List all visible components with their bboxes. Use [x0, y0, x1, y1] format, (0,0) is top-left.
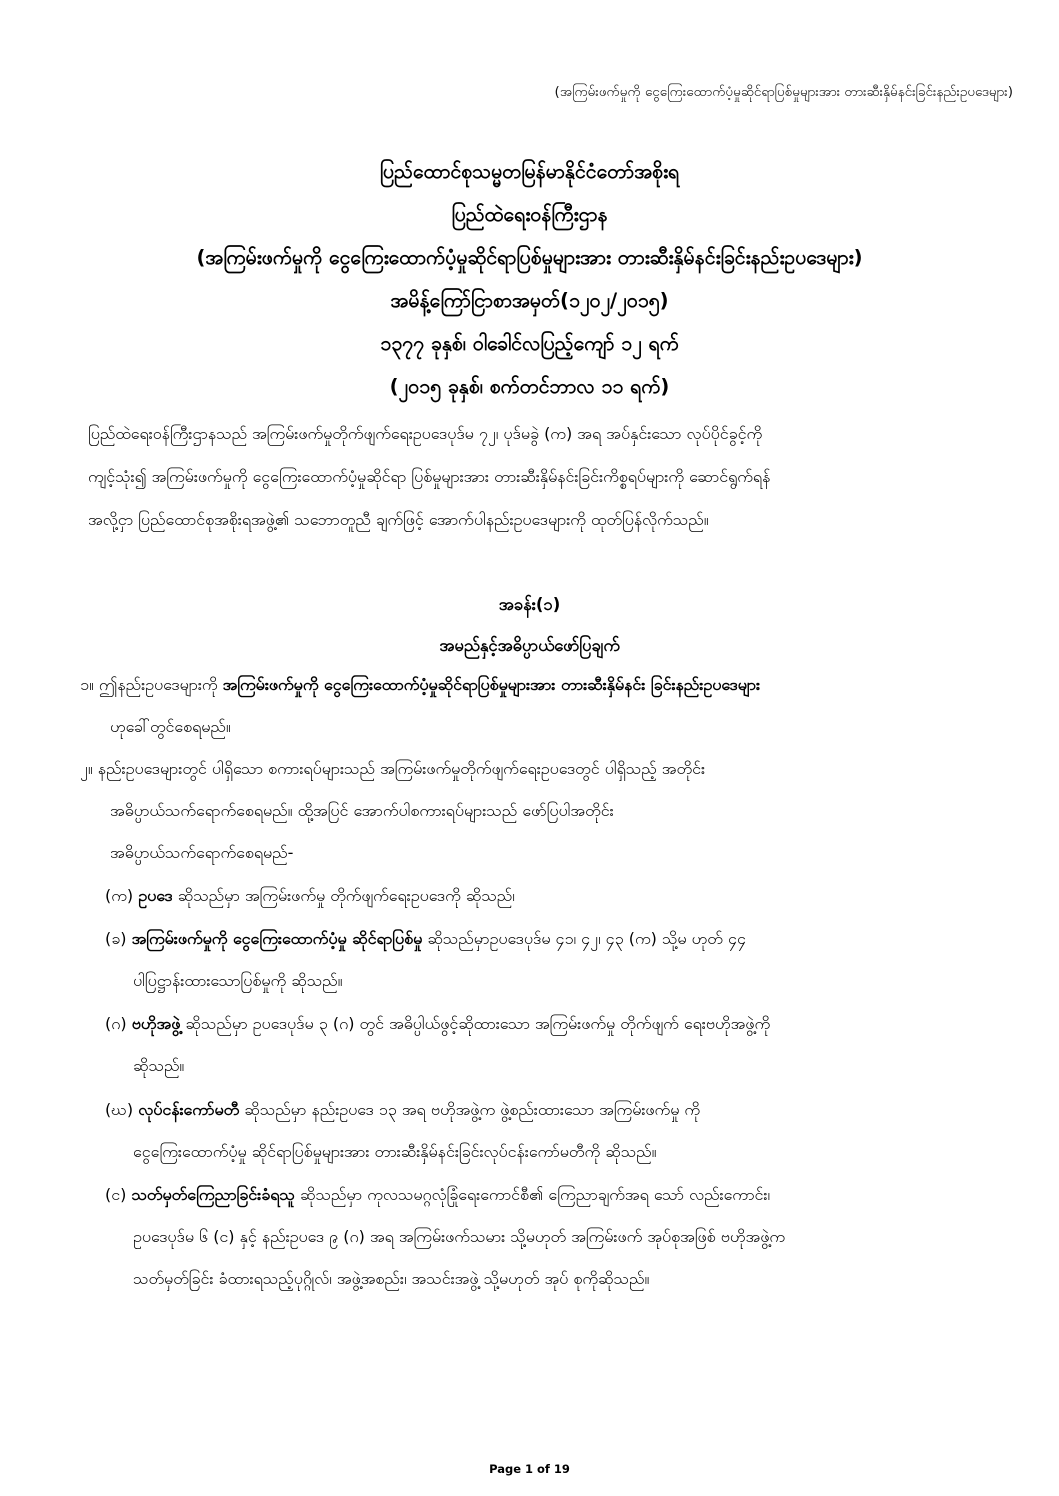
definition-continuation: သတ်မှတ်ခြင်း ခံထားရသည့်ပုဂ္ဂိုလ်၊ အဖွဲ့အစည်း၊ အသင်းအဖွဲ့ သို့မဟုတ် အုပ် စုကိုဆိုသည်။: [133, 1269, 650, 1288]
title-block: [0, 150, 1059, 408]
rule-1-name: အကြမ်းဖက်မှုကို ငွေကြေးထောက်ပံ့မှုဆိုင်ရာပြစ်မှုများအား တားဆီးနှိမ်နင်း ခြင်းနည်းဥပဒေများ: [222, 675, 761, 694]
preamble-line: ကျင့်သုံး၍ အကြမ်းဖက်မှုကို ငွေကြေးထောက်ပံ့မှုဆိုင်ရာ ပြစ်မှုများအား တားဆီးနှိမ်နင်းခြင်းကိစ္စရပ်များကို ဆောင်ရွက်ရန်: [88, 467, 771, 486]
gregorian-date: (၂၀၁၅ ခုနှစ်၊ စက်တင်ဘာလ ၁၁ ရက်): [389, 375, 670, 398]
rule-2: [80, 748, 1030, 874]
rule-1: [80, 664, 1030, 748]
definition-marker: (က): [105, 886, 139, 905]
definition-d: [105, 1089, 1025, 1173]
definition-marker: (ဃ): [105, 1100, 139, 1119]
definition-a-line: [105, 875, 1025, 917]
chapter-heading: [0, 584, 1059, 666]
definition-text: ဆိုသည်မှာ အကြမ်းဖက်မှု တိုက်ဖျက်ရေးဥပဒေကို ဆိုသည်၊: [172, 886, 515, 905]
definition-continuation: ငွေကြေးထောက်ပံ့မှု ဆိုင်ရာပြစ်မှုများအား တားဆီးနှိမ်နင်းခြင်းလုပ်ငန်းကော်မတီကို ဆိုသည်။: [133, 1142, 657, 1161]
rule-1-continuation: ဟုခေါ်တွင်စေရမည်။: [110, 717, 231, 736]
definition-marker: (ဂ): [105, 1014, 132, 1033]
definition-a: [105, 875, 1025, 917]
preamble-line: အလို့ငှာ ပြည်ထောင်စုအစိုးရအဖွဲ့၏ သဘောတူညီ ချက်ဖြင့် အောက်ပါနည်းဥပဒေများကို ထုတ်ပြန်လိုက်သည်။: [88, 510, 709, 529]
defined-term: သတ်မှတ်ကြေညာခြင်းခံရသူ: [131, 1185, 295, 1204]
running-header: (အကြမ်းဖက်မှုကို ငွေကြေးထောက်ပံ့မှုဆိုင်ရာပြစ်မှုများအား တားဆီးနှိမ်နင်းခြင်းနည်းဥပဒေများ): [554, 84, 1013, 100]
government-title: ပြည်ထောင်စုသမ္မတမြန်မာနိုင်ငံတော်အစိုးရ: [379, 160, 680, 183]
chapter-number: အခန်း(၁): [498, 595, 561, 614]
rules-title: (အကြမ်းဖက်မှုကို ငွေကြေးထောက်ပံ့မှုဆိုင်ရာပြစ်မှုများအား တားဆီးနှိမ်နင်းခြင်းနည်းဥပဒေများ): [196, 246, 863, 269]
definition-text: ဆိုသည်မှာ ကုလသမဂ္ဂလုံခြုံရေးကောင်စီ၏ ကြေညာချက်အရ သော် လည်းကောင်း၊: [294, 1185, 771, 1204]
definition-c: [105, 1003, 1025, 1087]
page-number: Page 1 of 19: [489, 1462, 570, 1476]
definition-b: [105, 918, 1025, 1002]
ministry-title: ပြည်ထဲရေးဝန်ကြီးဌာန: [451, 203, 608, 226]
rule-2-line: အဓိပ္ပာယ်သက်ရောက်စေရမည်။ ထို့အပြင် အောက်ပါစကားရပ်များသည် ဖော်ပြပါအတိုင်း: [110, 801, 614, 820]
definition-e-line: [105, 1174, 1025, 1216]
defined-term: ဥပဒေ: [138, 886, 173, 905]
definition-continuation: ပါပြဋ္ဌာန်းထားသောပြစ်မှုကို ဆိုသည်။: [133, 971, 343, 990]
defined-term: လုပ်ငန်းကော်မတီ: [138, 1100, 240, 1119]
definition-b-line: [105, 918, 1025, 960]
rule-1-line: [80, 664, 1030, 706]
preamble-line: ပြည်ထဲရေးဝန်ကြီးဌာနသည် အကြမ်းဖက်မှုတိုက်ဖျက်ရေးဥပဒေပုဒ်မ ၇၂၊ ပုဒ်မခွဲ (က) အရ အပ်နှင်းသော လုပ်ပိုင်ခွင့်ကို: [88, 424, 763, 443]
rule-2-line: အဓိပ္ပာယ်သက်ရောက်စေရမည်-: [110, 843, 294, 862]
preamble: [88, 412, 1018, 541]
definition-marker: (င): [105, 1185, 132, 1204]
definition-continuation: ဥပဒေပုဒ်မ ၆ (င) နှင့် နည်းဥပဒေ ၉ (ဂ) အရ အကြမ်းဖက်သမား သို့မဟုတ် အကြမ်းဖက် အုပ်စုအဖြစ် ဗဟိုအဖွဲ့က: [133, 1227, 786, 1246]
definition-text: ဆိုသည်မှာဥပဒေပုဒ်မ ၄၁၊ ၄၂၊ ၄၃ (က) သို့မ ဟုတ် ၄၄: [422, 929, 746, 948]
myanmar-date: ၁၃၇၇ ခုနှစ်၊ ဝါခေါင်လပြည့်ကျော် ၁၂ ရက်: [380, 332, 679, 355]
rule-2-line: ၂။ နည်းဥပဒေများတွင် ပါရှိသော စကားရပ်များသည် အကြမ်းဖက်မှုတိုက်ဖျက်ရေးဥပဒေတွင် ပါရှိသည့် အတိုင်း: [80, 759, 705, 778]
definition-continuation: ဆိုသည်။: [133, 1056, 185, 1075]
definition-d-line: [105, 1089, 1025, 1131]
definition-text: ဆိုသည်မှာ ဥပဒေပုဒ်မ ၃ (ဂ) တွင် အဓိပ္ပါယ်ဖွင့်ဆိုထားသော အကြမ်းဖက်မှု တိုက်ဖျက် ရေးဗဟိုအဖွဲ့ကို: [180, 1014, 771, 1033]
definition-c-line: [105, 1003, 1025, 1045]
defined-term: အကြမ်းဖက်မှုကို ငွေကြေးထောက်ပံ့မှု ဆိုင်ရာပြစ်မှု: [131, 929, 423, 948]
definition-text: ဆိုသည်မှာ နည်းဥပဒေ ၁၃ အရ ဗဟိုအဖွဲ့က ဖွဲ့စည်းထားသော အကြမ်းဖက်မှု ကို: [239, 1100, 701, 1119]
rule-1-lead: ၁။ ဤနည်းဥပဒေများကို: [80, 675, 223, 694]
definition-e: [105, 1174, 1025, 1300]
defined-term: ဗဟိုအဖွဲ့: [131, 1014, 181, 1033]
notification-number: အမိန့်ကြော်ငြာစာအမှတ်(၁၂၀၂/၂၀၁၅): [390, 289, 669, 312]
definition-marker: (ခ): [105, 929, 132, 948]
chapter-title: အမည်နှင့်အဓိပ္ပာယ်ဖော်ပြချက်: [439, 636, 620, 655]
